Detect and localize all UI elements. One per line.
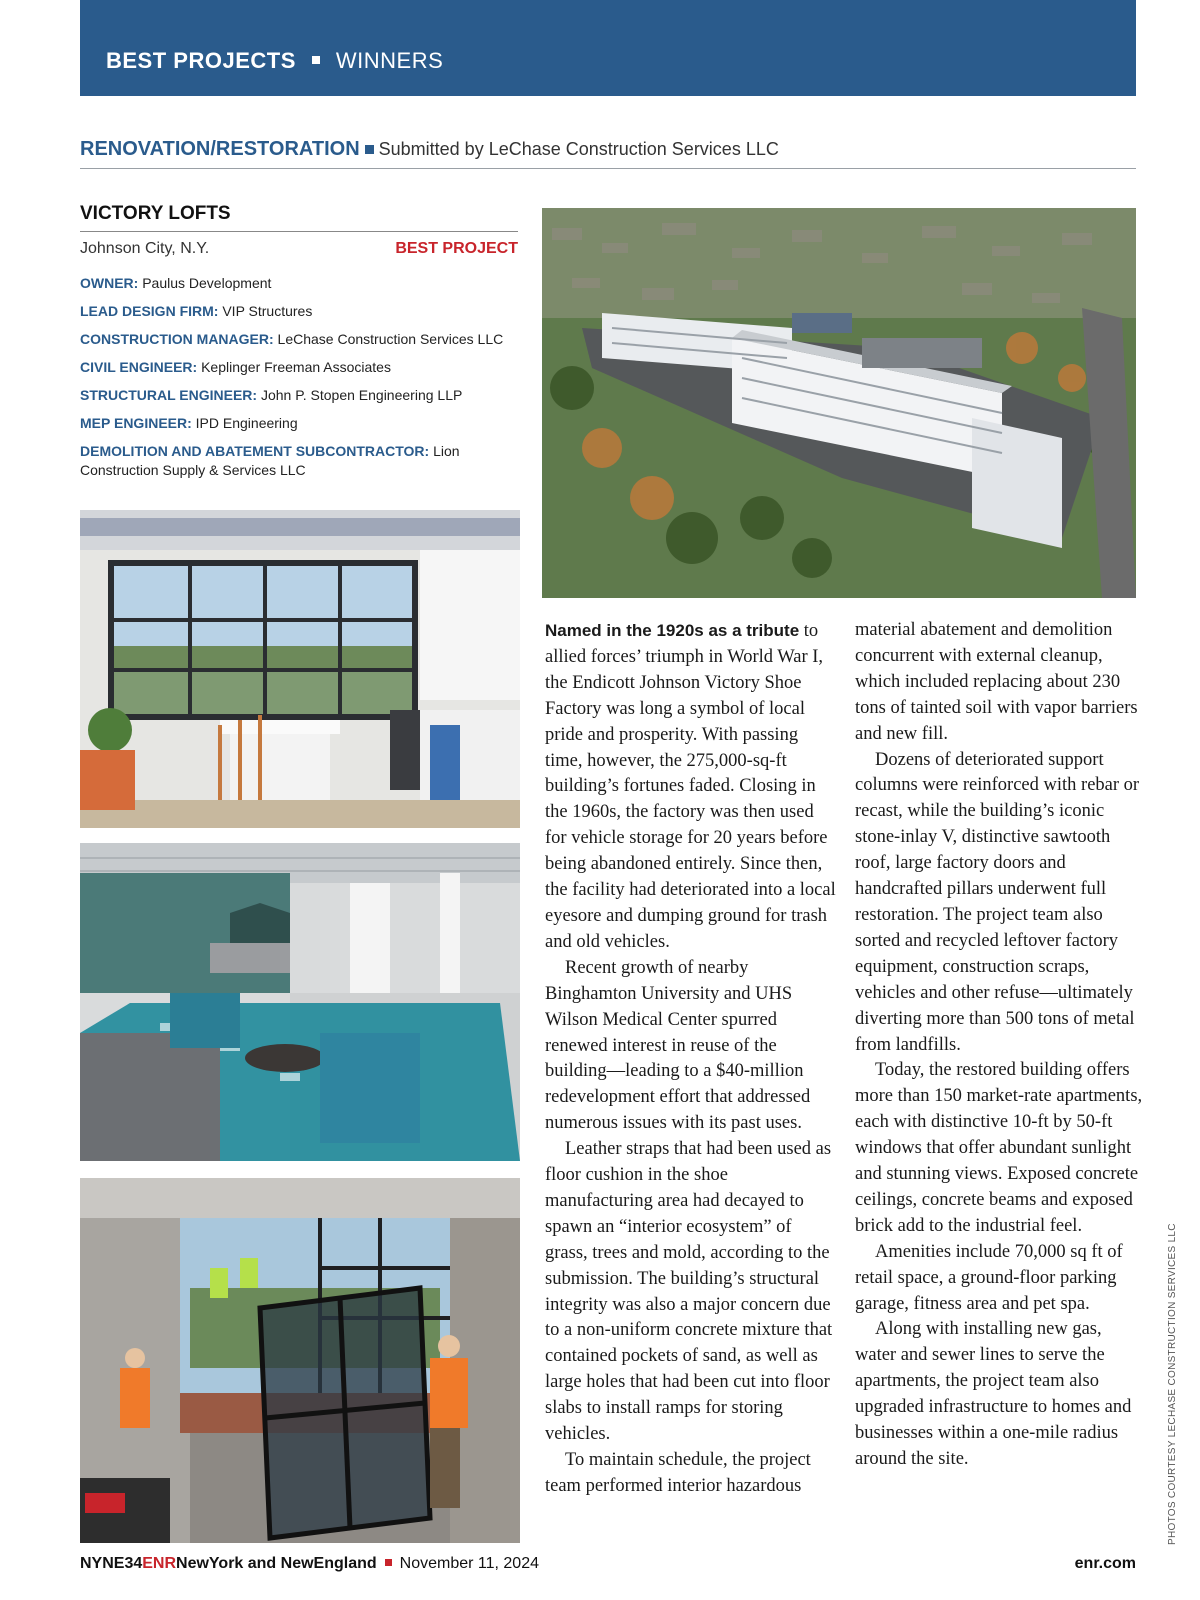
best-project-badge: BEST PROJECT [395, 240, 518, 257]
header-banner [80, 0, 1136, 96]
credit-role: MEP ENGINEER: [80, 415, 192, 431]
credit-value: Keplinger Freeman Associates [201, 359, 391, 375]
article-paragraph: Leather straps that had been used as floor cushion in the shoe manufacturing area had decayed to spawn an “interior ecosystem” of grass, trees and mold, according to the submission. The building’s structural integrity was also a major concern due to a non-uniform concrete mixture that contained pockets of sand, as well as large holes that had been cut into floor slabs to install ramps for storing vehicles. [545, 1139, 833, 1445]
credit-value: IPD Engineering [195, 415, 298, 431]
credit-role: DEMOLITION AND ABATEMENT SUBCONTRACTOR: [80, 443, 430, 459]
credit-civil-engineer [80, 358, 520, 377]
credit-role: STRUCTURAL ENGINEER: [80, 387, 258, 403]
article-paragraph: Amenities include 70,000 sq ft of retail space, a ground-floor parking garage, fitness area and pet spa. [855, 1241, 1123, 1314]
banner-section: BEST PROJECTS [106, 48, 296, 73]
footer-date: November 11, 2024 [399, 1555, 539, 1572]
footer-site-link[interactable]: enr.com [1074, 1555, 1136, 1572]
article-paragraph: material abatement and demolition concurrent with external cleanup, which included replacing about 230 tons of tainted soil with vapor barriers and new fill. [855, 620, 1138, 744]
banner-subsection: WINNERS [335, 48, 444, 73]
aerial-photo [542, 208, 1136, 598]
article-column-1 [545, 618, 837, 1500]
credit-lead-design [80, 302, 520, 321]
section-header [80, 138, 1136, 169]
article-text: to allied forces’ triumph in World War I, the Endicott Johnson Victory Shoe Factory was long a symbol of local pride and prosperity. With passing time, however, the 275,000-sq-ft building’s fortunes faded. Closing in the 1960s, the factory was then used for vehicle storage for 20 years before being abandoned entirely. Since then, the facility had deteriorated into a local eyesore and dumping ground for trash and old vehicles. [545, 621, 836, 952]
article-lead-in: Named in the 1920s as a tribute [545, 621, 800, 640]
credit-owner [80, 274, 520, 293]
credit-role: CIVIL ENGINEER: [80, 359, 198, 375]
article-paragraph: Today, the restored building offers more than 150 market-rate apartments, each with distinctive 10-ft by 50-ft windows that offer abundant sunlight and stunning views. Exposed concrete ceilings, concrete beams and exposed brick add to the industrial feel. [855, 1060, 1143, 1236]
credit-role: OWNER: [80, 275, 139, 291]
credit-construction-manager [80, 330, 520, 349]
footer-page-number: NYNE34 [80, 1555, 143, 1572]
section-category: RENOVATION/RESTORATION [80, 138, 360, 160]
section-separator [365, 145, 374, 154]
section-submitted: Submitted by LeChase Construction Services LLC [378, 139, 779, 159]
credit-value: LeChase Construction Services LLC [277, 331, 504, 347]
kitchen-photo [80, 510, 520, 828]
workers-photo [80, 1178, 520, 1543]
footer-edition: NewYork and NewEngland [176, 1555, 377, 1572]
credit-role: CONSTRUCTION MANAGER: [80, 331, 274, 347]
article-paragraph [545, 618, 837, 956]
credit-demolition [80, 442, 520, 480]
banner-separator [312, 56, 320, 64]
footer-brand: ENR [142, 1555, 177, 1572]
photo-credit: PHOTOS COURTESY LECHASE CONSTRUCTION SERVICES LLC [1167, 1223, 1178, 1545]
credit-structural-engineer [80, 386, 520, 405]
credit-value: John P. Stopen Engineering LLP [260, 387, 463, 403]
project-credits [80, 274, 520, 489]
banner-text [106, 48, 443, 74]
credit-mep-engineer [80, 414, 520, 433]
article-column-2 [855, 618, 1145, 1473]
project-title: VICTORY LOFTS [80, 203, 518, 232]
article-paragraph: Along with installing new gas, water and sewer lines to serve the apartments, the project team also upgraded infrastructure to homes and businesses within a one-mile radius around the site. [855, 1319, 1132, 1469]
lounge-photo [80, 843, 520, 1161]
credit-role: LEAD DESIGN FIRM: [80, 303, 219, 319]
credit-value: Paulus Development [142, 275, 272, 291]
article-paragraph: Recent growth of nearby Binghamton University and UHS Wilson Medical Center spurred renewed interest in reuse of the building—leading to a $40-million redevelopment effort that addressed numerous issues with its past uses. [545, 957, 811, 1134]
credit-value: VIP Structures [222, 303, 313, 319]
credit-value: Lion Construction Supply & Services LLC [80, 443, 460, 478]
article-paragraph: To maintain schedule, the project team performed interior hazardous [545, 1450, 811, 1496]
article-paragraph: Dozens of deteriorated support columns were reinforced with rebar or recast, while the building’s iconic stone-inlay V, distinctive sawtooth roof, large factory doors and handcrafted pillars underwent full restoration. The project team also sorted and recycled leftover factory equipment, construction scraps, vehicles and other refuse—ultimately diverting more than 500 tons of metal from landfills. [855, 749, 1140, 1055]
page-footer [80, 1555, 1136, 1573]
project-location: Johnson City, N.Y. [80, 240, 210, 257]
footer-separator [385, 1559, 392, 1566]
